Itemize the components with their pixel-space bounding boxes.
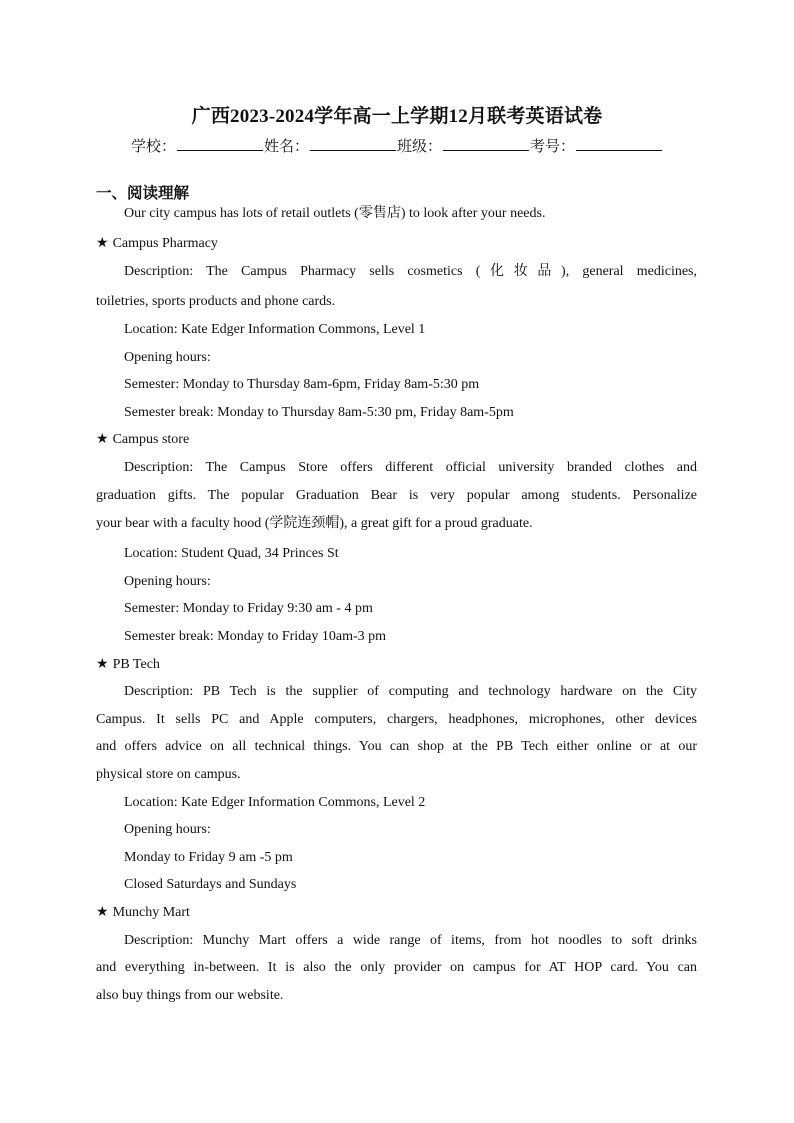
store-description-line: your bear with a faculty hood (学院连颈帽), a great gift for a proud graduate. (96, 516, 533, 531)
class-blank[interactable] (443, 136, 529, 151)
star-icon: ★ (96, 432, 109, 447)
exam-number-blank[interactable] (576, 136, 662, 151)
store-location: Location: Student Quad, 34 Princes St (124, 546, 339, 561)
document-title: 广西2023-2024学年高一上学期12月联考英语试卷 (191, 106, 603, 127)
student-info-fields (0, 135, 794, 156)
store-heading-campus-store (96, 430, 189, 450)
store-name: Campus Pharmacy (112, 236, 218, 251)
name-label: 姓名： (263, 139, 309, 155)
store-description-line: Description: The Campus Store offers different official university branded clothes and (124, 460, 697, 475)
pharmacy-description-line: toiletries, sports products and phone cards. (96, 294, 336, 309)
store-name: Campus store (112, 432, 190, 447)
pbtech-hours-weekends: Closed Saturdays and Sundays (124, 877, 297, 892)
school-blank[interactable] (177, 136, 263, 151)
store-hours-label: Opening hours: (124, 574, 211, 589)
pharmacy-hours-semester: Semester: Monday to Thursday 8am-6pm, Friday 8am-5:30 pm (124, 377, 480, 392)
pharmacy-hours-break: Semester break: Monday to Thursday 8am-5:30 pm, Friday 8am-5pm (124, 405, 514, 420)
munchy-description-line: and everything in-between. It is also the only provider on campus for AT HOP card. You can (96, 960, 697, 975)
pbtech-hours-label: Opening hours: (124, 822, 211, 837)
pbtech-description-line: and offers advice on all technical things. You can shop at the PB Tech either online or at our (96, 739, 697, 754)
pharmacy-hours-label: Opening hours: (124, 350, 211, 365)
pharmacy-description-line: Description: The Campus Pharmacy sells cosmetics (化妆品), general medicines, (124, 264, 697, 279)
munchy-description-line: Description: Munchy Mart offers a wide range of items, from hot noodles to soft drinks (124, 933, 697, 948)
pbtech-description-line: Campus. It sells PC and Apple computers, chargers, headphones, microphones, other devices (96, 712, 697, 727)
exam-number-label: 考号： (530, 139, 576, 155)
pbtech-hours-weekdays: Monday to Friday 9 am -5 pm (124, 850, 293, 865)
store-name: PB Tech (112, 657, 160, 672)
store-name: Munchy Mart (112, 905, 190, 920)
munchy-description-line: also buy things from our website. (96, 988, 284, 1003)
pbtech-description-line: physical store on campus. (96, 767, 241, 782)
store-heading-pb-tech (96, 655, 160, 675)
class-label: 班级： (397, 139, 443, 155)
store-hours-semester: Semester: Monday to Friday 9:30 am - 4 pm (124, 601, 373, 616)
pbtech-location: Location: Kate Edger Information Commons, Level 2 (124, 795, 426, 810)
pharmacy-location: Location: Kate Edger Information Commons, Level 1 (124, 322, 426, 337)
store-hours-break: Semester break: Monday to Friday 10am-3 pm (124, 629, 387, 644)
pbtech-description-line: Description: PB Tech is the supplier of computing and technology hardware on the City (124, 684, 697, 699)
section-heading: 一、阅读理解 (96, 185, 190, 202)
star-icon: ★ (96, 236, 109, 251)
school-label: 学校： (130, 139, 176, 155)
store-description-line: graduation gifts. The popular Graduation Bear is very popular among students. Personalize (96, 488, 697, 503)
intro-paragraph: Our city campus has lots of retail outlets (零售店) to look after your needs. (124, 206, 546, 221)
star-icon: ★ (96, 657, 109, 672)
name-blank[interactable] (310, 136, 396, 151)
store-heading-munchy-mart (96, 903, 190, 923)
star-icon: ★ (96, 905, 109, 920)
store-heading-pharmacy (96, 234, 218, 254)
